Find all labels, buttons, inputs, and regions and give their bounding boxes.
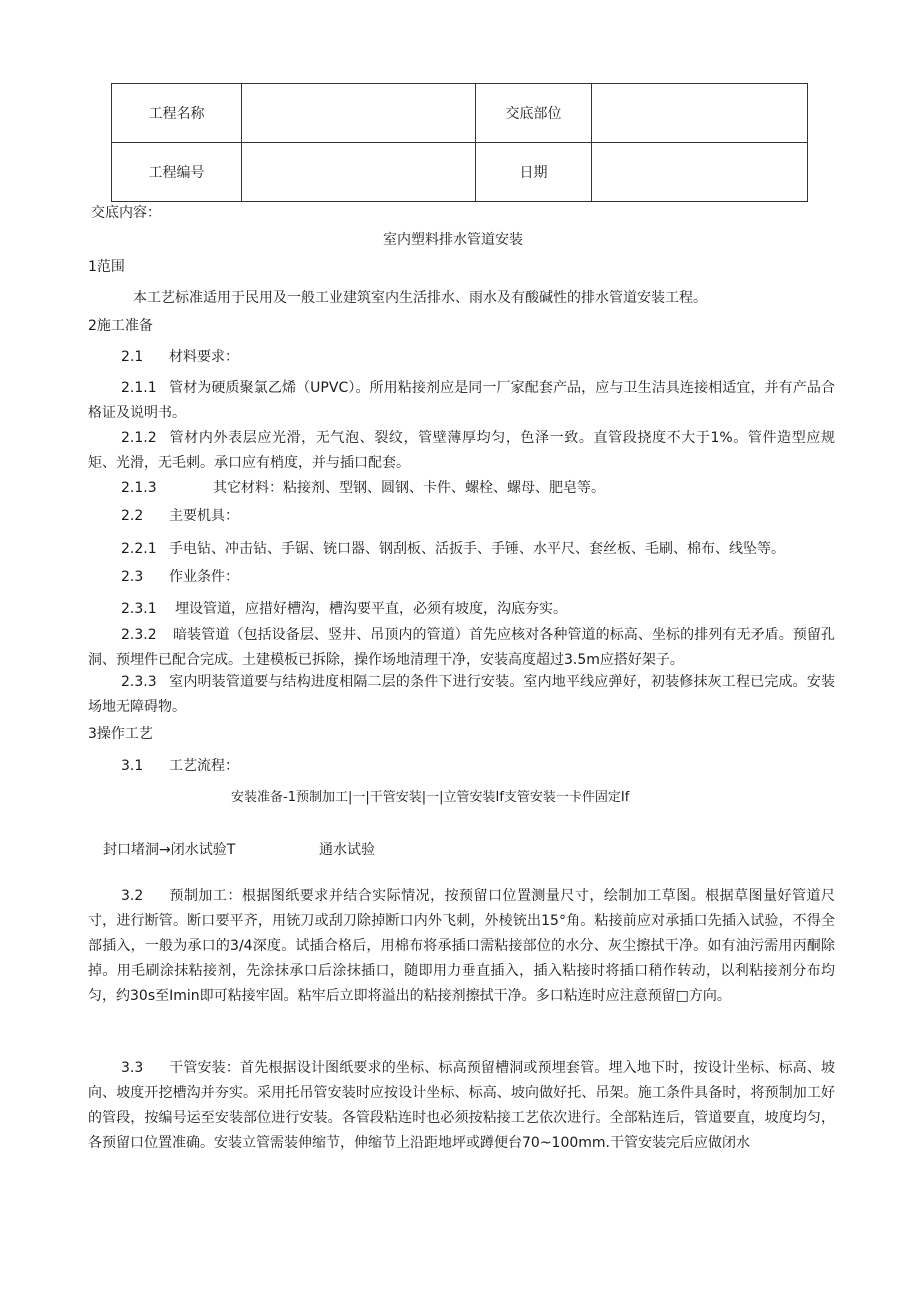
section-3-2 [88,884,835,1009]
project-name-value [242,84,476,143]
section-number: 2.1.3 [121,480,157,496]
section-3-heading: 3操作工艺 [88,726,153,742]
handover-part-value [592,84,808,143]
section-2-1-2 [88,426,835,476]
section-text: 其它材料：粘接剂、型钢、圆钢、卡件、螺栓、螺母、肥皂等。 [213,480,605,496]
section-text: 手电钻、冲击钻、手锯、铳口器、钢刮板、活扳手、手锤、水平尺、套丝板、毛刷、棉布、线坠等。 [169,541,785,557]
section-text: 材料要求： [169,349,239,365]
project-no-value [242,143,476,202]
section-number: 2.1 [121,349,144,365]
section-2-1-3 [121,477,605,499]
section-number: 3.2 [121,888,144,904]
section-2-1-1 [88,376,835,426]
section-number: 3.1 [121,758,144,774]
project-no-label: 工程编号 [112,143,242,202]
section-text: 预制加工：根据图纸要求并结合实际情况，按预留口位置测量尺寸，绘制加工草图。根据草图量好管道尺寸，进行断管。断口要平齐，用铳刀或刮刀除掉断口内外飞刺，外棱铳出15°角。粘接前应对承插口先插入试验，不得全部插入，一般为承口的3/4深度。试插合格后，用棉布将承插口需粘接部位的水分、灰尘擦拭干净。如有油污需用丙酮除掉。用毛刷涂抹粘接剂，先涂抹承口后涂抹插口，随即用力垂直插入，插入粘接时将插口稍作转动，以利粘接剂分布均匀，约30s至Imin即可粘接牢固。粘牢后立即将溢出的粘接剂擦拭干净。多口粘连时应注意预留□方向。 [88,888,835,1004]
section-number: 2.3 [121,569,144,585]
section-text: 埋设管道，应措好槽沟，槽沟要平直，必须有坡度，沟底夯实。 [175,601,567,617]
section-2-heading: 2施工准备 [88,318,153,334]
section-text: 作业条件： [169,569,239,585]
section-2-2-1 [121,538,785,560]
section-text: 主要机具： [169,508,239,524]
process-flow-line-1: 安装准备-1预制加工|一|干管安装|一|立管安装If支管安装一卡件固定If [231,790,630,805]
section-2-3 [121,566,239,588]
section-number: 2.2.1 [121,541,157,557]
section-2-3-1 [121,598,567,620]
section-number: 2.3.1 [121,601,157,617]
date-label: 日期 [476,143,592,202]
project-info-table [111,83,808,202]
section-1-heading: 1范围 [88,259,125,275]
doc-title: 室内塑料排水管道安装 [383,232,523,248]
section-number: 2.3.3 [121,674,157,690]
section-number: 2.1.2 [121,430,157,446]
section-2-1 [121,346,239,368]
section-3-3 [88,1056,835,1156]
section-text: 管材内外表层应光滑，无气泡、裂纹，管壁薄厚均匀，色泽一致。直管段挠度不大于1%。管件造型应规矩、光滑，无毛刺。承口应有梢度，并与插口配套。 [88,430,835,471]
section-2-2 [121,505,239,527]
section-2-3-3 [88,670,835,720]
date-value [592,143,808,202]
section-1-body: 本工艺标准适用于民用及一般工业建筑室内生活排水、雨水及有酸碱性的排水管道安装工程。 [133,290,707,306]
section-text: 干管安装：首先根据设计图纸要求的坐标、标高预留槽洞或预埋套管。埋入地下时，按设计坐标、标高、坡向、坡度开挖槽沟并夯实。采用托吊管安装时应按设计坐标、标高、坡向做好托、吊架。施工条件具备时，将预制加工好的管段，按编号运至安装部位进行安装。各管段粘连时也必须按粘接工艺依次进行。全部粘连后，管道要直，坡度均匀，各预留口位置准确。安装立管需装伸缩节，伸缩节上沿距地坪或蹲便台70~100mm.干管安装完后应做闭水 [88,1060,835,1151]
section-number: 2.2 [121,508,144,524]
process-flow-line-2a: 封口堵洞→闭水试验T [103,842,236,858]
section-text: 工艺流程： [169,758,239,774]
section-3-1 [121,755,239,777]
section-text: 室内明装管道要与结构进度相隔二层的条件下进行安装。室内地平线应弹好，初装修抹灰工程已完成。安装场地无障碍物。 [88,674,835,715]
handover-content-label: 交底内容： [91,205,161,221]
table-row [112,84,808,143]
project-name-label: 工程名称 [112,84,242,143]
handover-part-label: 交底部位 [476,84,592,143]
table-row [112,143,808,202]
section-number: 2.1.1 [121,380,157,396]
section-text: 管材为硬质聚氯乙烯（UPVC）。所用粘接剂应是同一厂家配套产品，应与卫生洁具连接相适宜，并有产品合格证及说明书。 [88,380,835,421]
process-flow-line-2b: 通水试验 [319,842,375,858]
section-number: 3.3 [121,1060,144,1076]
section-text: 暗装管道（包括设备层、竖井、吊顶内的管道）首先应核对各种管道的标高、坐标的排列有无矛盾。预留孔洞、预埋件已配合完成。土建模板已拆除，操作场地清理干净，安装高度超过3.5m应搭好架子。 [88,627,835,668]
section-2-3-2 [88,623,835,673]
section-number: 2.3.2 [121,627,157,643]
